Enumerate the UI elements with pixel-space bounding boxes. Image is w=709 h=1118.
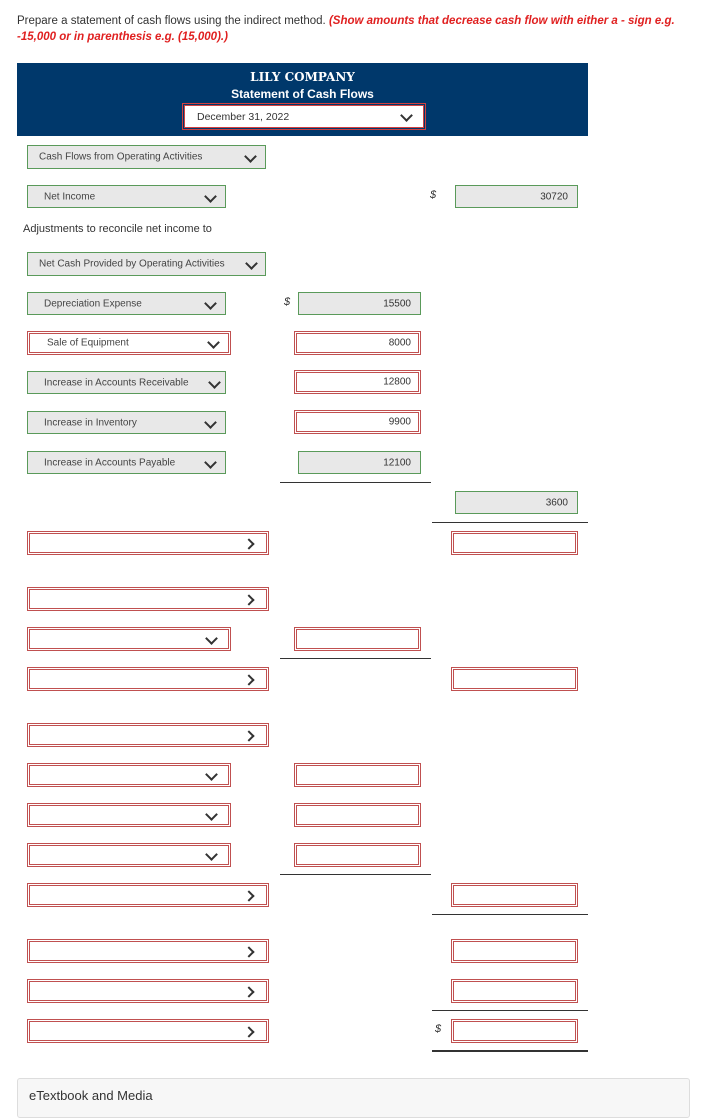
- chevron-right-icon: [243, 986, 254, 997]
- net-income-value: 30720: [540, 191, 568, 202]
- chevron-right-icon: [243, 594, 254, 605]
- adjustment-dropdown[interactable]: [27, 371, 226, 394]
- empty-dropdown[interactable]: [27, 1019, 269, 1043]
- etextbook-label: eTextbook and Media: [29, 1088, 153, 1103]
- instructions: [17, 13, 697, 45]
- empty-input[interactable]: [294, 627, 421, 651]
- empty-dropdown[interactable]: [27, 939, 269, 963]
- chevron-down-icon: [205, 632, 218, 645]
- chevron-down-icon: [205, 848, 218, 861]
- statement-header: [17, 63, 588, 136]
- instructions-main: Prepare a statement of cash flows using the indirect method.: [17, 15, 329, 27]
- adjustment-label: Sale of Equipment: [47, 337, 129, 349]
- adjustments-label: Adjustments to reconcile net income to: [23, 223, 212, 235]
- chevron-down-icon: [205, 768, 218, 781]
- total-adjustments-input[interactable]: [455, 491, 578, 514]
- chevron-right-icon: [243, 1026, 254, 1037]
- adjustment-label: Increase in Inventory: [44, 417, 137, 428]
- empty-input[interactable]: [294, 843, 421, 867]
- chevron-down-icon: [204, 297, 217, 310]
- dollar-sign: $: [430, 189, 437, 201]
- chevron-right-icon: [243, 730, 254, 741]
- empty-input[interactable]: [294, 803, 421, 827]
- statement-title: Statement of Cash Flows: [231, 87, 374, 101]
- total-adjustments-value: 3600: [545, 497, 568, 508]
- net-income-dropdown[interactable]: [27, 185, 226, 208]
- empty-dropdown[interactable]: [27, 979, 269, 1003]
- adjustment-value: 12100: [383, 457, 411, 468]
- adjustment-value: 15500: [383, 298, 411, 309]
- dollar-sign: $: [435, 1023, 442, 1035]
- total-line: [432, 522, 588, 523]
- chevron-down-icon: [245, 257, 258, 270]
- subtotal-line: [280, 658, 431, 659]
- empty-dropdown[interactable]: [27, 587, 269, 611]
- empty-dropdown[interactable]: [27, 627, 231, 651]
- net-income-input[interactable]: [455, 185, 578, 208]
- chevron-down-icon: [204, 416, 217, 429]
- final-total-input[interactable]: [451, 1019, 578, 1043]
- empty-dropdown[interactable]: [27, 803, 231, 827]
- net-cash-dropdown[interactable]: [27, 252, 266, 276]
- chevron-down-icon: [207, 336, 220, 349]
- adjustment-dropdown[interactable]: [27, 411, 226, 434]
- adjustment-dropdown[interactable]: [27, 331, 231, 355]
- total-line: [432, 1010, 588, 1011]
- net-income-label: Net Income: [44, 191, 96, 202]
- empty-input[interactable]: [294, 763, 421, 787]
- net-cash-label: Net Cash Provided by Operating Activities: [39, 258, 225, 270]
- chevron-right-icon: [243, 946, 254, 957]
- empty-input[interactable]: [451, 939, 578, 963]
- adjustment-label: Depreciation Expense: [44, 298, 142, 309]
- adjustment-label: Increase in Accounts Receivable: [44, 377, 189, 388]
- empty-input[interactable]: [451, 883, 578, 907]
- chevron-down-icon: [205, 808, 218, 821]
- adjustment-value: 8000: [388, 337, 411, 349]
- empty-dropdown[interactable]: [27, 667, 269, 691]
- chevron-down-icon: [400, 109, 413, 122]
- chevron-down-icon: [208, 376, 221, 389]
- chevron-right-icon: [243, 538, 254, 549]
- date-dropdown[interactable]: [184, 105, 424, 128]
- subtotal-line: [280, 482, 431, 483]
- adjustment-value: 9900: [388, 416, 411, 428]
- empty-input[interactable]: [451, 667, 578, 691]
- adjustment-dropdown[interactable]: [27, 451, 226, 474]
- double-total-line: [432, 1050, 588, 1052]
- adjustment-input[interactable]: [298, 451, 421, 474]
- total-line: [432, 914, 588, 915]
- chevron-down-icon: [204, 456, 217, 469]
- company-name: LILY COMPANY: [250, 70, 355, 84]
- chevron-down-icon: [204, 190, 217, 203]
- adjustment-input[interactable]: [294, 410, 421, 434]
- empty-dropdown[interactable]: [27, 763, 231, 787]
- adjustment-input[interactable]: [294, 370, 421, 394]
- chevron-right-icon: [243, 674, 254, 685]
- empty-dropdown[interactable]: [27, 843, 231, 867]
- adjustment-value: 12800: [383, 376, 411, 388]
- adjustment-dropdown[interactable]: [27, 292, 226, 315]
- chevron-right-icon: [243, 890, 254, 901]
- chevron-down-icon: [244, 150, 257, 163]
- section-dropdown-operating[interactable]: [27, 145, 266, 169]
- adjustment-input[interactable]: [294, 331, 421, 355]
- date-value: December 31, 2022: [197, 111, 290, 123]
- empty-dropdown[interactable]: [27, 883, 269, 907]
- dollar-sign: $: [284, 296, 291, 308]
- empty-dropdown[interactable]: [27, 723, 269, 747]
- empty-input[interactable]: [451, 979, 578, 1003]
- empty-dropdown[interactable]: [27, 531, 269, 555]
- section-label: Cash Flows from Operating Activities: [39, 151, 203, 163]
- adjustment-input[interactable]: [298, 292, 421, 315]
- etextbook-panel[interactable]: [17, 1078, 690, 1118]
- instructions-note: (Show amounts that decrease cash flow with either a - sign e.g. -15,000 or in parenthesis e.g. (15,000).): [17, 15, 675, 43]
- adjustment-label: Increase in Accounts Payable: [44, 457, 176, 468]
- empty-input[interactable]: [451, 531, 578, 555]
- subtotal-line: [280, 874, 431, 875]
